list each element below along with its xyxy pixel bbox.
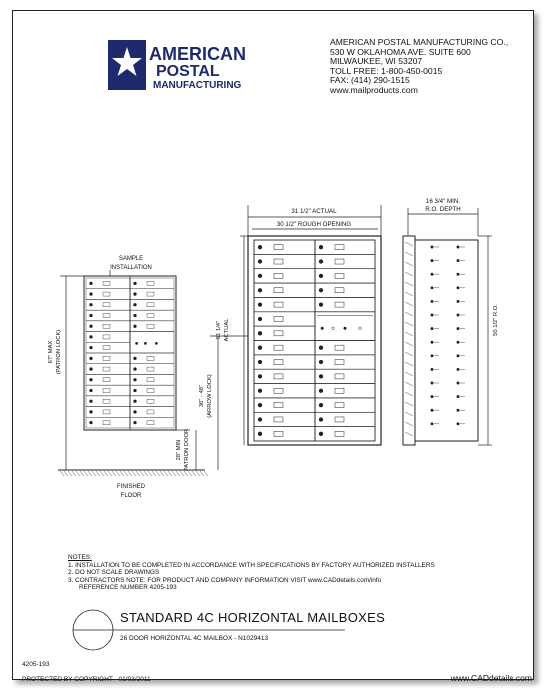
floor-hatch-line	[148, 471, 152, 476]
door-number-plate	[335, 288, 344, 293]
floor-hatch-line	[100, 471, 104, 476]
door	[315, 297, 375, 311]
floor-hatch-line	[160, 471, 164, 476]
lock-icon	[258, 418, 262, 422]
fastener-dot	[457, 382, 459, 384]
door-number-plate	[147, 378, 154, 382]
lock-icon	[90, 293, 93, 296]
floor-hatch-line	[156, 471, 160, 476]
height-label: 51 1/4"	[216, 320, 222, 340]
logo-line1: AMERICAN	[149, 44, 246, 64]
fastener-dot	[457, 355, 459, 357]
flange-mark	[405, 352, 413, 356]
door-number-plate	[147, 292, 154, 296]
lock-icon	[258, 317, 262, 321]
door-number-plate	[274, 259, 283, 264]
flange-mark	[405, 282, 413, 286]
lock-icon	[90, 314, 93, 317]
lock-icon	[258, 303, 262, 307]
flange-mark	[405, 392, 413, 396]
door-number-plate	[274, 316, 283, 321]
door-number-plate	[103, 281, 110, 285]
door-number-plate	[335, 388, 344, 393]
fastener-dot	[431, 341, 433, 343]
door	[315, 369, 375, 383]
max-label: 67" MAX	[48, 340, 54, 364]
floor-hatch-line	[132, 471, 136, 476]
door-number-plate	[335, 302, 344, 307]
note-2: 2. DO NOT SCALE DRAWINGS	[68, 569, 160, 577]
floor-hatch-line	[108, 471, 112, 476]
door	[315, 384, 375, 398]
installation-label: INSTALLATION	[110, 265, 152, 271]
side-view	[403, 198, 499, 445]
door-number-plate	[103, 389, 110, 393]
door	[254, 355, 315, 369]
flange-mark	[405, 412, 413, 416]
floor-hatch-line	[116, 471, 120, 476]
floor-hatch-line	[72, 471, 76, 476]
lock-icon	[321, 327, 324, 330]
floor-hatch-line	[176, 471, 180, 476]
door-number-plate	[103, 346, 110, 350]
lock-icon	[134, 303, 137, 306]
fastener-dot	[431, 396, 433, 398]
actual-width-label: 31 1/2" ACTUAL	[291, 208, 337, 215]
door	[315, 398, 375, 412]
lock-icon	[258, 332, 262, 336]
lock-icon	[319, 389, 323, 393]
note-3-reference: REFERENCE NUMBER 4205-193	[79, 584, 177, 592]
copyright-text: PROTECTED BY COPYRIGHT - 01/03/2011	[22, 676, 151, 683]
door-number-plate	[274, 403, 283, 408]
door-number-plate	[103, 314, 110, 318]
floor-hatch-line	[136, 471, 140, 476]
door-number-plate	[103, 378, 110, 382]
door	[254, 312, 315, 326]
sample-label: SAMPLE	[118, 256, 144, 262]
lock-icon	[319, 375, 323, 379]
door-number-plate	[335, 374, 344, 379]
floor-label-2: FLOOR	[120, 493, 142, 499]
lock-icon	[90, 411, 93, 414]
lock-icon	[258, 346, 262, 350]
flange-mark	[405, 332, 413, 336]
lock-icon	[134, 325, 137, 328]
door-number-plate	[274, 417, 283, 422]
lock-icon	[90, 368, 93, 371]
fastener-dot	[457, 341, 459, 343]
floor-hatch-line	[104, 471, 108, 476]
floor-hatch-line	[188, 471, 192, 476]
fastener-dot	[431, 260, 433, 262]
logo-line3: MANUFACTURING	[153, 80, 242, 91]
door	[254, 326, 315, 340]
lock-icon	[258, 389, 262, 393]
flange-mark	[405, 382, 413, 386]
depth-label: 16 3/4" MIN.	[425, 198, 461, 205]
door	[315, 283, 375, 297]
fastener-dot	[431, 314, 433, 316]
lock-icon	[155, 342, 157, 344]
floor-hatch-line	[96, 471, 100, 476]
lock-icon	[134, 282, 137, 285]
floor-hatch-line	[128, 471, 132, 476]
lock-icon	[90, 325, 93, 328]
door-number-plate	[335, 417, 344, 422]
lock-icon	[134, 378, 137, 381]
door	[254, 254, 315, 268]
flange-mark	[405, 252, 413, 256]
flange-mark	[405, 342, 413, 346]
lock-icon	[258, 245, 262, 249]
lock-icon	[90, 389, 93, 392]
door-number-plate	[103, 292, 110, 296]
floor-hatch-line	[204, 471, 208, 476]
door	[315, 240, 375, 254]
lock-icon	[90, 346, 93, 349]
floor-hatch-line	[92, 471, 96, 476]
door-number-plate	[335, 431, 344, 436]
company-phone: TOLL FREE: 1-800-450-0015	[330, 65, 443, 76]
door-number-plate	[274, 302, 283, 307]
door	[315, 269, 375, 283]
logo-line2: POSTAL	[156, 63, 220, 80]
flange-mark	[405, 422, 413, 426]
flange-mark	[405, 272, 413, 276]
floor-hatch-line	[76, 471, 80, 476]
fastener-dot	[431, 287, 433, 289]
door-number-plate	[147, 367, 154, 371]
depth-label-2: R.O. DEPTH	[425, 206, 461, 213]
lock-icon	[90, 303, 93, 306]
lock-icon	[258, 375, 262, 379]
door-number-plate	[274, 288, 283, 293]
fastener-dot	[431, 246, 433, 248]
flange-mark	[405, 262, 413, 266]
lock-icon	[319, 346, 323, 350]
lock-icon	[134, 314, 137, 317]
flange-mark	[405, 302, 413, 306]
door-number-plate	[335, 345, 344, 350]
notes-section	[68, 554, 435, 592]
floor-hatch-line	[112, 471, 116, 476]
floor-hatch-line	[172, 471, 176, 476]
fastener-dot	[457, 328, 459, 330]
fastener-dot	[457, 273, 459, 275]
door	[254, 283, 315, 297]
reference-number: 4205-193	[22, 661, 50, 668]
door	[254, 398, 315, 412]
lock-icon	[90, 336, 93, 339]
door	[315, 412, 375, 426]
rough-opening-label: 30 1/2" ROUGH OPENING	[276, 221, 352, 228]
door-number-plate	[103, 399, 110, 403]
door	[254, 269, 315, 283]
door-number-plate	[274, 360, 283, 365]
company-website[interactable]: www.mailproducts.com	[330, 84, 418, 95]
company-address-2: MILWAUKEE, WI 53207	[330, 56, 423, 67]
lock-icon	[134, 400, 137, 403]
lock-icon	[332, 327, 335, 330]
max-label-2: (PATRON LOCK)	[56, 329, 62, 375]
floor-hatch-line	[124, 471, 128, 476]
fastener-dot	[431, 328, 433, 330]
lock-icon	[344, 327, 347, 330]
lock-icon	[90, 378, 93, 381]
fastener-dot	[431, 368, 433, 370]
sample-installation	[48, 256, 208, 499]
door-number-plate	[274, 388, 283, 393]
lock-icon	[319, 274, 323, 278]
door-number-plate	[274, 273, 283, 278]
door-number-plate	[335, 403, 344, 408]
door	[315, 254, 375, 268]
floor-hatch-line	[152, 471, 156, 476]
flange-mark	[405, 362, 413, 366]
lock-icon	[258, 360, 262, 364]
lock-icon	[258, 403, 262, 407]
door-number-plate	[147, 389, 154, 393]
fastener-dot	[457, 368, 459, 370]
door-number-plate	[103, 421, 110, 425]
floor-hatch-line	[140, 471, 144, 476]
note-1: 1. INSTALLATION TO BE COMPLETED IN ACCORDANCE WITH SPECIFICATIONS BY FACTORY AUTHORIZED INSTALLERS	[68, 561, 435, 569]
door-number-plate	[147, 399, 154, 403]
flange-mark	[405, 292, 413, 296]
flange-mark	[405, 322, 413, 326]
lock-icon	[258, 432, 262, 436]
min-label-2: PATRON DOOR	[184, 428, 190, 472]
company-name: AMERICAN POSTAL MANUFACTURING CO.,	[330, 37, 509, 47]
floor-hatch-line	[192, 471, 196, 476]
door	[315, 355, 375, 369]
fastener-dot	[457, 287, 459, 289]
lock-icon	[134, 421, 137, 424]
fastener-dot	[457, 300, 459, 302]
floor-hatch-line	[88, 471, 92, 476]
lock-icon	[359, 327, 362, 330]
lock-icon	[319, 245, 323, 249]
door-number-plate	[274, 345, 283, 350]
notes-heading: NOTES:	[68, 554, 92, 561]
fastener-dot	[431, 300, 433, 302]
flange-mark	[405, 242, 413, 246]
door	[254, 369, 315, 383]
fastener-dot	[431, 423, 433, 425]
door	[315, 341, 375, 355]
door-number-plate	[103, 335, 110, 339]
lock-icon	[134, 357, 137, 360]
floor-hatch-line	[144, 471, 148, 476]
side-body	[415, 240, 478, 441]
parcel-locker-door	[315, 312, 375, 341]
arrow-lock-label: 36" - 48"	[199, 384, 205, 408]
door-number-plate	[147, 421, 154, 425]
door	[254, 240, 315, 254]
door-number-plate	[147, 281, 154, 285]
lock-icon	[134, 368, 137, 371]
lock-icon	[90, 357, 93, 360]
floor-hatch-line	[196, 471, 200, 476]
arrow-lock-label-2: (ARROW LOCK)	[207, 374, 213, 418]
floor-hatch-line	[68, 471, 72, 476]
door-number-plate	[147, 324, 154, 328]
lock-icon	[90, 282, 93, 285]
lock-icon	[136, 342, 138, 344]
door	[254, 412, 315, 426]
door-number-plate	[147, 356, 154, 360]
floor-label: FINISHED	[116, 484, 146, 490]
lock-icon	[258, 288, 262, 292]
door-number-plate	[103, 410, 110, 414]
lock-icon	[258, 260, 262, 264]
flange-mark	[405, 432, 413, 436]
fastener-dot	[431, 382, 433, 384]
fastener-dot	[457, 423, 459, 425]
lock-icon	[319, 288, 323, 292]
floor-hatch-line	[164, 471, 168, 476]
door	[254, 341, 315, 355]
drawing-title: STANDARD 4C HORIZONTAL MAILBOXES	[120, 610, 386, 625]
door-number-plate	[335, 360, 344, 365]
height-label-2: ACTUAL	[224, 318, 230, 342]
floor-hatch-line	[80, 471, 84, 476]
fastener-dot	[431, 355, 433, 357]
floor-hatch-line	[64, 471, 68, 476]
flange-mark	[405, 372, 413, 376]
door-number-plate	[274, 331, 283, 336]
drawing-subtitle: 26 DOOR HORIZONTAL 4C MAILBOX - N1029413	[120, 635, 269, 642]
lock-icon	[319, 260, 323, 264]
side-flange	[403, 236, 415, 445]
door-number-plate	[335, 273, 344, 278]
fastener-dot	[431, 409, 433, 411]
caddetails-link[interactable]: www.CADdetails.com	[450, 673, 532, 683]
lock-icon	[319, 418, 323, 422]
door-number-plate	[274, 374, 283, 379]
lock-icon	[319, 403, 323, 407]
flange-mark	[405, 402, 413, 406]
door-number-plate	[147, 410, 154, 414]
lock-icon	[144, 342, 146, 344]
floor-hatch-line	[120, 471, 124, 476]
floor-hatch-line	[84, 471, 88, 476]
fastener-dot	[457, 246, 459, 248]
door-number-plate	[103, 356, 110, 360]
door-number-plate	[103, 367, 110, 371]
company-info	[330, 38, 508, 96]
door-number-plate	[147, 314, 154, 318]
flange-mark	[405, 312, 413, 316]
fastener-dot	[457, 396, 459, 398]
front-view	[199, 205, 381, 470]
lock-icon	[319, 432, 323, 436]
lock-icon	[134, 389, 137, 392]
door-number-plate	[335, 259, 344, 264]
fastener-dot	[457, 314, 459, 316]
door-number-plate	[103, 303, 110, 307]
door-number-plate	[274, 431, 283, 436]
min-label: 28" MIN	[176, 439, 182, 461]
lock-icon	[258, 274, 262, 278]
floor-hatch-line	[168, 471, 172, 476]
fastener-dot	[431, 273, 433, 275]
lock-icon	[134, 411, 137, 414]
door-number-plate	[335, 245, 344, 250]
lock-icon	[319, 303, 323, 307]
door-number-plate	[103, 324, 110, 328]
note-3: 3. CONTRACTORS NOTE: FOR PRODUCT AND COMPANY INFORMATION VISIT www.CADdetails.com/info	[68, 576, 382, 584]
fastener-dot	[457, 260, 459, 262]
company-fax: FAX: (414) 290-1515	[330, 75, 410, 86]
door	[254, 384, 315, 398]
fastener-dot	[457, 409, 459, 411]
lock-icon	[90, 421, 93, 424]
floor-hatch-line	[200, 471, 204, 476]
floor-hatch-line	[60, 471, 64, 476]
lock-icon	[134, 293, 137, 296]
lock-icon	[90, 400, 93, 403]
door	[254, 427, 315, 441]
door	[254, 297, 315, 311]
door-number-plate	[274, 245, 283, 250]
company-address-1: 530 W OKLAHOMA AVE. SUITE 600	[330, 46, 471, 57]
lock-icon	[319, 360, 323, 364]
company-logo	[108, 40, 246, 91]
door	[315, 427, 375, 441]
door-number-plate	[147, 303, 154, 307]
ro-height-label: 50 1/2" R.O.	[493, 304, 499, 336]
